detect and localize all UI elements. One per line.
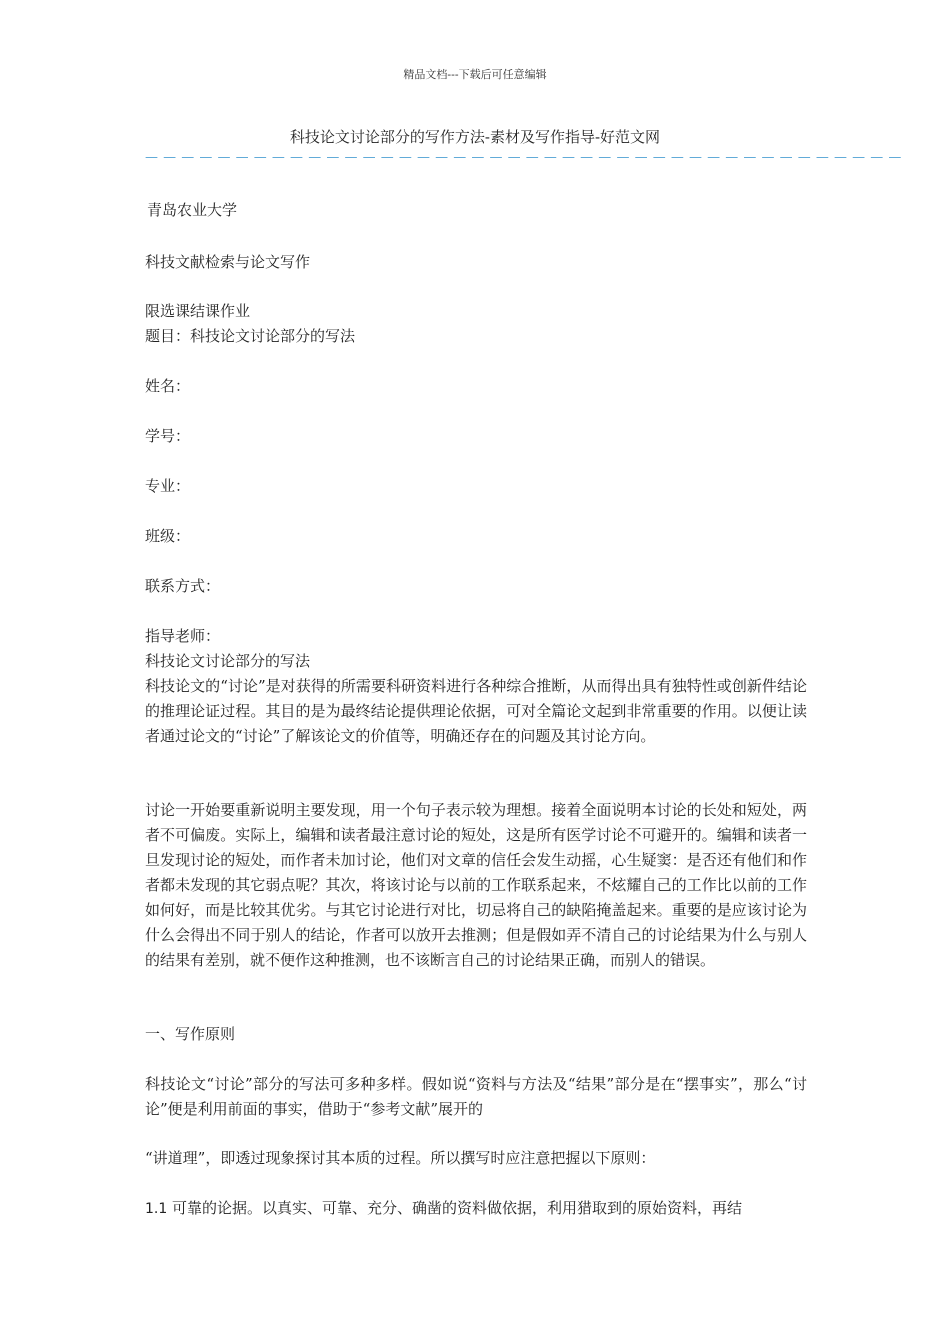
major-label: 专业： bbox=[145, 477, 191, 495]
university-name: 青岛农业大学 bbox=[147, 201, 238, 219]
paragraph-intro: 科技论文的“讨论”是对获得的所需要科研资料进行各种综合推断，从而得出具有独特性或创新件结论的推理论证过程。其目的是为最终结论提供理论依据，可对全篇论文起到非常重要的作用。以便让读者通过论文的“讨论”了解该论文的价值等，明确还存在的问题及其讨论方向。 bbox=[145, 677, 807, 745]
body-heading: 科技论文讨论部分的写法 bbox=[145, 652, 311, 670]
class-label: 班级： bbox=[145, 527, 191, 545]
topic-line: 题目：科技论文讨论部分的写法 bbox=[145, 327, 356, 345]
item-text: 可靠的论据。以真实、可靠、充分、确凿的资料做依据，利用猎取到的原始资料，再结 bbox=[167, 1199, 743, 1217]
paragraph-evidence bbox=[145, 1196, 807, 1222]
paragraph-principles: 科技论文“讨论”部分的写法可多种多样。假如说“资料与方法及“结果”部分是在“摆事实”，那么“讨论”便是利用前面的事实，借助于“参考文献”展开的 bbox=[145, 1075, 807, 1118]
section-heading-principles: 一、写作原则 bbox=[145, 1025, 236, 1043]
watermark: 精品文档---下载后可任意编辑 bbox=[403, 68, 547, 81]
document-title: 科技论文讨论部分的写作方法-素材及写作指导-好范文网 bbox=[289, 128, 661, 146]
paragraph-reasoning: “讲道理”，即透过现象探讨其本质的过程。所以撰写时应注意把握以下原则： bbox=[145, 1149, 656, 1167]
name-label: 姓名： bbox=[145, 377, 191, 395]
student-id-label: 学号： bbox=[145, 427, 191, 445]
assignment-type: 限选课结课作业 bbox=[145, 302, 251, 320]
advisor-label: 指导老师： bbox=[145, 627, 221, 645]
paragraph-discussion: 讨论一开始要重新说明主要发现，用一个句子表示较为理想。接着全面说明本讨论的长处和短处，两者不可偏废。实际上，编辑和读者最注意讨论的短处，这是所有医学讨论不可避开的。编辑和读者一旦发现讨论的短处，而作者未加讨论，他们对文章的信任会发生动摇，心生疑窦：是否还有他们和作者都未发现的其它弱点呢？其次，将该讨论与以前的工作联系起来，不炫耀自己的工作比以前的工作如何好，而是比较其优劣。与其它讨论进行对比，切忌将自己的缺陷掩盖起来。重要的是应该讨论为什么会得出不同于别人的结论，作者可以放开去推测；但是假如弄不清自己的讨论结果为什么与别人的结果有差别，就不便作这种推测，也不该断言自己的讨论结果正确，而别人的错误。 bbox=[145, 801, 807, 969]
title-divider: — — — — — — — — — — — — — — — — — — — — — — — — — — — — — — — — — — — — — — — — — — bbox=[145, 150, 902, 165]
course-name: 科技文献检索与论文写作 bbox=[145, 253, 311, 271]
contact-label: 联系方式： bbox=[145, 577, 221, 595]
item-number: 1.1 bbox=[145, 1201, 168, 1217]
